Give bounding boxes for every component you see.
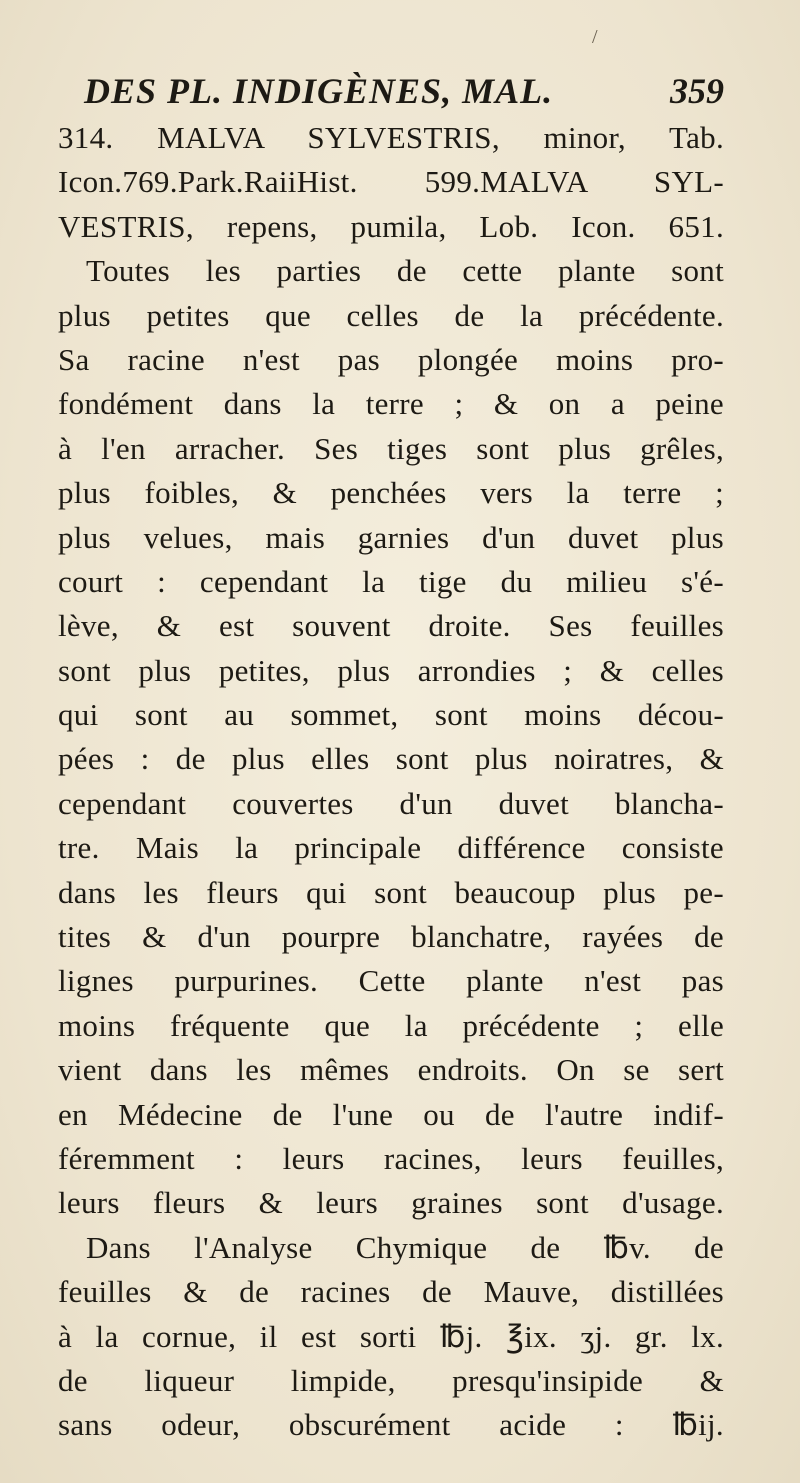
- text-line: Toutes les parties de cette plante sont: [86, 253, 724, 289]
- text-line: fondément dans la terre ; & on a peine: [58, 386, 724, 422]
- text-line: à la cornue, il est sorti ℔j. ℥ix. ʒj. gr. lx.: [58, 1318, 724, 1354]
- text-line: pées : de plus elles sont plus noiratres, &: [58, 741, 724, 777]
- text-line: lève, & est souvent droite. Ses feuilles: [58, 608, 724, 644]
- text-line: Dans l'Analyse Chymique de ℔v. de: [86, 1229, 724, 1265]
- body-text: [58, 116, 724, 1448]
- text-line: feuilles & de racines de Mauve, distillées: [58, 1274, 724, 1310]
- text-line: leurs fleurs & leurs graines sont d'usage.: [58, 1185, 724, 1221]
- text-line: sans odeur, obscurément acide : ℔ij.: [58, 1407, 724, 1443]
- text-line: VESTRIS, repens, pumila, Lob. Icon. 651.: [58, 208, 724, 244]
- running-head: [84, 70, 724, 116]
- text-line: en Médecine de l'une ou de l'autre indif-: [58, 1096, 724, 1132]
- text-line: qui sont au sommet, sont moins décou-: [58, 697, 724, 733]
- text-line: court : cependant la tige du milieu s'é-: [58, 563, 724, 599]
- text-line: de liqueur limpide, presqu'insipide &: [58, 1362, 724, 1398]
- text-line: Sa racine n'est pas plongée moins pro-: [58, 341, 724, 377]
- text-line: sont plus petites, plus arrondies ; & celles: [58, 652, 724, 688]
- text-line: vient dans les mêmes endroits. On se sert: [58, 1052, 724, 1088]
- page-mark: /: [592, 26, 598, 48]
- text-line: Icon.769.Park.RaiiHist. 599.MALVA SYL-: [58, 164, 724, 200]
- text-line: lignes purpurines. Cette plante n'est pas: [58, 963, 724, 999]
- text-line: moins fréquente que la précédente ; elle: [58, 1007, 724, 1043]
- text-line: féremment : leurs racines, leurs feuilles,: [58, 1140, 724, 1176]
- text-line: plus petites que celles de la précédente.: [58, 297, 724, 333]
- running-title: DES PL. INDIGÈNES, MAL.: [84, 71, 554, 111]
- text-line: cependant couvertes d'un duvet blancha-: [58, 785, 724, 821]
- text-line: tites & d'un pourpre blanchatre, rayées de: [58, 919, 724, 955]
- text-line: dans les fleurs qui sont beaucoup plus pe-: [58, 874, 724, 910]
- text-line: à l'en arracher. Ses tiges sont plus grêles,: [58, 430, 724, 466]
- text-line: tre. Mais la principale différence consiste: [58, 830, 724, 866]
- text-line: 314. MALVA SYLVESTRIS, minor, Tab.: [58, 120, 724, 155]
- text-line: plus velues, mais garnies d'un duvet plus: [58, 519, 724, 555]
- text-line: plus foibles, & penchées vers la terre ;: [58, 475, 724, 511]
- page-number: 359: [670, 71, 724, 111]
